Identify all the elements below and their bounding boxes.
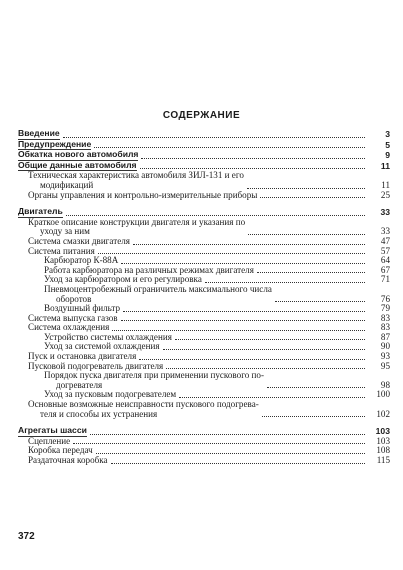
dot-leader (267, 387, 365, 388)
toc-entry-title-continuation: догревателя (56, 379, 103, 390)
dot-leader (275, 301, 365, 302)
dot-leader (90, 434, 365, 435)
dot-leader (66, 215, 365, 216)
toc-entry-title-line: Пневмоцентробежный ограничитель максимального числа (44, 283, 272, 294)
toc-entry-title-continuation: модификаций (40, 179, 94, 190)
toc-entry-title-line: Воздушный фильтр (44, 303, 121, 314)
toc-entry-title-line: Система охлаждения (28, 322, 110, 333)
toc-section-entry (18, 426, 390, 437)
toc-page-number: 98 (380, 379, 390, 390)
dot-leader (111, 463, 365, 464)
toc-entry-title-continuation: оборотов (56, 293, 92, 304)
dot-leader (262, 416, 365, 417)
toc-page-number: 108 (376, 445, 390, 456)
toc-entry (18, 400, 390, 419)
toc-page-number: 25 (380, 189, 390, 200)
toc-entry-title-line: Порядок пуска двигателя при применении пускового по- (44, 370, 264, 381)
toc-page-number: 87 (380, 331, 390, 342)
dot-leader (123, 311, 365, 312)
toc-page-number: 5 (385, 139, 390, 150)
toc-page-number: 93 (380, 351, 390, 362)
toc-page-number: 67 (380, 264, 390, 275)
dot-leader (94, 147, 365, 148)
toc-page-number: 115 (376, 455, 390, 465)
toc-entry-title-line: Уход за системой охлаждения (44, 341, 160, 352)
toc-page-number: 57 (380, 245, 390, 256)
dot-leader (179, 397, 365, 398)
toc-entry-title (28, 191, 257, 201)
toc-entry (18, 218, 390, 237)
dot-leader (73, 443, 365, 444)
toc-entry-title (44, 371, 264, 390)
toc-entry (18, 456, 390, 466)
toc-entry-title-line: Введение (18, 128, 60, 138)
dot-leader (121, 263, 365, 264)
toc-entry (18, 285, 390, 304)
toc-entry-title-line: Двигатель (18, 206, 63, 217)
toc-entry-title-line: Коробка передач (28, 445, 93, 456)
dot-leader (260, 197, 365, 198)
toc-entry (18, 371, 390, 390)
toc-entry (18, 171, 390, 190)
toc-entry-title-line: Сцепление (28, 435, 71, 446)
toc-page-number: 71 (380, 274, 390, 285)
toc-entry-title (28, 456, 108, 466)
toc-entry-title-line: Система выпуска газов (28, 312, 118, 323)
toc-entry-title-line: Общие данные автомобиля (18, 159, 137, 170)
toc-entry-title-line: Устройство системы охлаждения (44, 331, 172, 342)
toc-entry-title (28, 400, 259, 419)
dot-leader (63, 137, 365, 138)
toc-entry-title-line: Основные возможные неисправности пускового подогрева- (28, 399, 259, 410)
dot-leader (248, 234, 365, 235)
dot-leader (121, 320, 365, 321)
dot-leader (175, 339, 365, 340)
toc-entry-title-line: Предупреждение (18, 138, 92, 149)
dot-leader (140, 168, 365, 169)
toc-page-number: 64 (380, 255, 390, 266)
toc-entry-title-continuation: теля и способы их устранения (40, 408, 158, 419)
toc-entry-title-line: Органы управления и контрольно-измерительные приборы (28, 189, 258, 200)
dot-leader (166, 368, 365, 369)
toc-page-number: 11 (381, 179, 390, 190)
toc-entry-title-line: Уход за пусковым подогревателем (44, 389, 177, 400)
dot-leader (205, 282, 365, 283)
toc-entry-title-line: Техническая характеристика автомобиля ЗИЛ-131 и его (28, 170, 244, 181)
toc-page-number: 79 (380, 303, 390, 314)
toc-page-number: 76 (380, 293, 390, 304)
dot-leader (257, 272, 365, 273)
dot-leader (139, 359, 365, 360)
toc-page-number: 103 (376, 435, 390, 446)
page-folio-number: 372 (18, 531, 35, 542)
toc-entry-title-line: Агрегаты шасси (18, 425, 87, 436)
section-gap (18, 200, 390, 207)
dot-leader (98, 253, 365, 254)
toc-entry-title-line: Уход за карбюратором и его регулировка (44, 274, 202, 285)
toc-entry (18, 191, 390, 201)
toc-entry-title-line: Работа карбюратора на различных режимах двигателя (44, 264, 254, 275)
table-of-contents (18, 129, 390, 466)
toc-entry-title-line: Обкатка нового автомобиля (18, 149, 139, 160)
toc-page-number: 33 (380, 207, 390, 218)
toc-page-number: 33 (380, 226, 390, 237)
toc-entry-title-line: Система питания (28, 245, 95, 256)
toc-page-number: 103 (375, 426, 390, 437)
dot-leader (96, 453, 365, 454)
toc-page-number: 100 (376, 389, 390, 400)
page-title: СОДЕРЖАНИЕ (162, 110, 241, 121)
dot-leader (247, 188, 365, 189)
dot-leader (112, 330, 365, 331)
toc-page-number: 102 (376, 408, 390, 419)
toc-page-number: 95 (380, 360, 390, 371)
toc-page-number: 90 (380, 341, 390, 352)
toc-page-number: 9 (385, 150, 390, 161)
dot-leader (141, 158, 365, 159)
toc-page-number: 3 (385, 129, 390, 139)
toc-entry-title-line: Система смазки двигателя (28, 235, 130, 246)
toc-page-number: 83 (380, 312, 390, 323)
toc-entry-title-line: Краткое описание конструкции двигателя и указания по (28, 216, 246, 227)
toc-entry-title (44, 285, 272, 304)
toc-page-number: 11 (380, 160, 390, 171)
dot-leader (163, 349, 365, 350)
toc-page-number: 83 (380, 322, 390, 333)
toc-entry-title-line: Пуск и остановка двигателя (28, 351, 137, 362)
toc-entry-title (28, 218, 245, 237)
toc-entry-title-line: Карбюратор К-88А (44, 255, 119, 266)
toc-entry-title-continuation: уходу за ним (40, 226, 90, 237)
toc-entry-title-line: Раздаточная коробка (28, 455, 108, 465)
dot-leader (133, 244, 365, 245)
toc-page-number: 47 (380, 235, 390, 246)
toc-entry-title (28, 171, 244, 190)
toc-entry-title-line: Пусковой подогреватель двигателя (28, 360, 164, 371)
